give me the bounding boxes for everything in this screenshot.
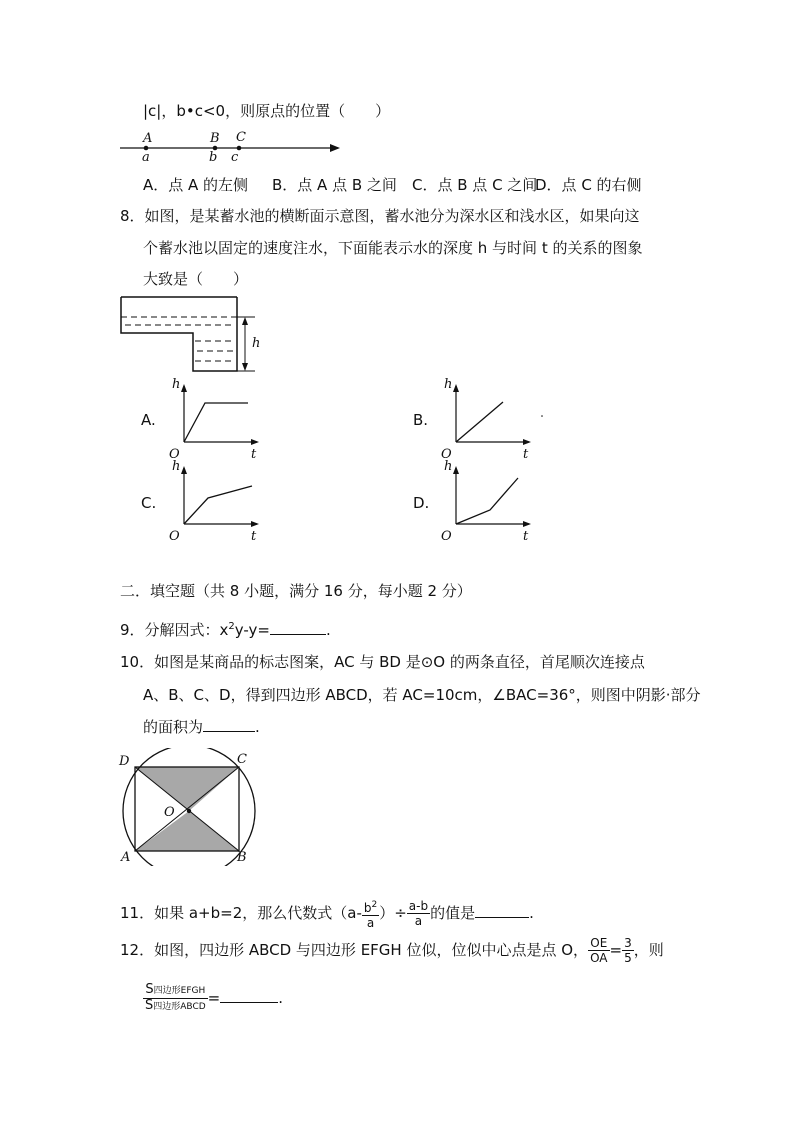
q9-answer-blank[interactable] — [270, 620, 326, 635]
q12-fraction-value — [622, 936, 634, 965]
q8-option-D-label: D. — [413, 494, 430, 512]
q7-option-D: D．点 C 的右侧 — [535, 176, 642, 194]
section-heading: 二．填空题（共 8 小题，满分 16 分，每小题 2 分） — [120, 582, 472, 600]
q8-option-B-label: B. — [413, 411, 429, 429]
q9-text — [120, 616, 331, 641]
center-O-label: O — [164, 805, 175, 820]
axis-t-label: t — [523, 447, 529, 462]
q12-prefix: 12．如图，四边形 ABCD 与四边形 EFGH 位似，位似中心点是点 O， — [120, 941, 589, 959]
point-c-label: c — [231, 150, 239, 165]
origin-label: O — [441, 529, 452, 544]
q7-option-B: B．点 A 点 B 之间 — [272, 176, 397, 194]
q12-suffix: ，则 — [633, 941, 664, 959]
point-B-label: B — [210, 131, 220, 146]
q10-line1: 10．如图是某商品的标志图案，AC 与 BD 是⊙O 的两条直径，首尾顺次连接点 — [120, 653, 645, 671]
q11-frac1-sup: 2 — [371, 899, 378, 910]
q11-end: . — [529, 904, 534, 922]
q11-fraction-1 — [362, 898, 379, 930]
point-a-label: a — [142, 150, 150, 165]
q12-area-ratio — [143, 978, 283, 1018]
q12-text — [120, 930, 664, 970]
q7-stem: |c|，b•c<0，则原点的位置（ ） — [143, 102, 391, 120]
axis-h-label: h — [444, 377, 453, 392]
q12-s-num: S — [145, 982, 154, 997]
q12-eq: = — [609, 941, 623, 959]
q12-s-eq: = — [207, 989, 221, 1007]
q11-suffix: 的值是 — [430, 904, 476, 922]
q12-end: . — [278, 989, 284, 1007]
q11-frac1-num: b — [363, 900, 372, 915]
graph-A — [162, 376, 267, 462]
q9-end: . — [326, 621, 331, 639]
q11-mid: ）÷ — [379, 904, 407, 922]
q8-option-C-label: C. — [141, 494, 157, 512]
axis-t-label: t — [251, 529, 257, 544]
q12-frac1-den: OA — [590, 951, 608, 965]
q12-fraction-ratio — [588, 936, 609, 965]
q11-text — [120, 893, 534, 933]
axis-t-label: t — [523, 529, 529, 544]
q12-frac2-den: 5 — [624, 951, 632, 965]
q10-answer-blank[interactable] — [203, 717, 255, 732]
point-C-label: C — [236, 130, 246, 145]
q8-line3: 大致是（ ） — [143, 270, 249, 288]
q10-line3 — [143, 716, 260, 738]
q7-option-A: A．点 A 的左侧 — [143, 176, 249, 194]
reservoir-diagram — [115, 295, 275, 380]
q9-mid: y-y= — [234, 621, 271, 639]
vertex-C-label: C — [237, 752, 247, 767]
q12-frac2-num: 3 — [624, 936, 632, 950]
q8-option-A-label: A. — [141, 411, 156, 429]
vertex-B-label: B — [237, 850, 247, 865]
graph-D — [434, 458, 539, 544]
q11-frac1-den: a — [366, 915, 375, 930]
q12-frac1-num: OE — [588, 936, 609, 951]
axis-h-label: h — [444, 459, 453, 474]
q11-fraction-2 — [407, 899, 430, 928]
q7-option-C: C．点 B 点 C 之间 — [412, 176, 538, 194]
vertex-A-label: A — [121, 850, 131, 865]
q12-s-den: S — [145, 998, 154, 1013]
q12-answer-blank[interactable] — [220, 988, 278, 1003]
q10-line2: A、B、C、D，得到四边形 ABCD，若 AC=10cm，∠BAC=36°，则图中阴影·部分 — [143, 686, 701, 704]
q11-frac2-den: a — [414, 914, 423, 928]
q10-line3-end: . — [255, 718, 260, 736]
q9-sup: 2 — [228, 621, 235, 632]
origin-label: O — [169, 529, 180, 544]
origin-label: O — [169, 447, 180, 462]
axis-h-label: h — [172, 459, 181, 474]
q8-line1: 8．如图，是某蓄水池的横断面示意图，蓄水池分为深水区和浅水区，如果向这 — [120, 207, 640, 225]
tank-h-label: h — [252, 336, 261, 351]
number-line-figure — [118, 128, 348, 166]
point-b-label: b — [209, 150, 218, 165]
circle-logo-figure — [112, 748, 262, 866]
axis-h-label: h — [172, 377, 181, 392]
q12-s-num-sub: 四边形EFGH — [153, 986, 206, 996]
q11-prefix: 11．如果 a+b=2，那么代数式（a- — [120, 904, 362, 922]
graph-B — [434, 376, 549, 462]
q12-area-fraction — [143, 983, 208, 1014]
q12-s-den-sub: 四边形ABCD — [153, 1002, 206, 1012]
origin-label: O — [441, 447, 452, 462]
q9-prefix: 9．分解因式：x — [120, 621, 229, 639]
q11-frac2-num: a-b — [408, 899, 429, 913]
q11-answer-blank[interactable] — [475, 903, 529, 918]
graph-C — [162, 458, 267, 544]
point-A-label: A — [143, 131, 153, 146]
axis-t-label: t — [251, 447, 257, 462]
q8-line2: 个蓄水池以固定的速度注水，下面能表示水的深度 h 与时间 t 的关系的图象 — [143, 239, 643, 257]
q10-line3-prefix: 的面积为 — [143, 718, 204, 736]
vertex-D-label: D — [119, 754, 130, 769]
